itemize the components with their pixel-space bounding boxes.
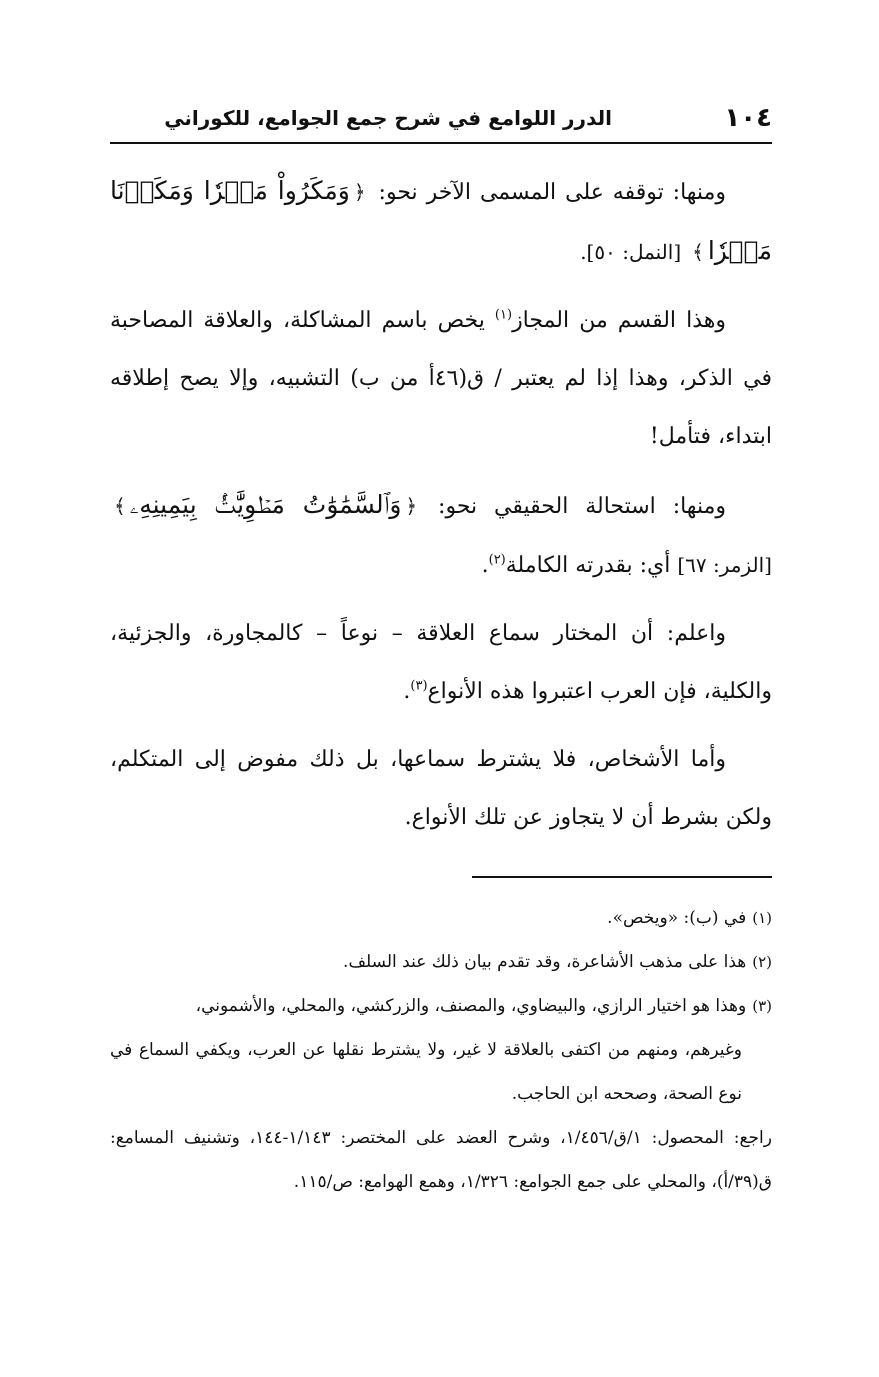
p4-end: .: [403, 679, 411, 704]
paragraph-1: [110, 162, 772, 282]
page-header: [110, 100, 772, 136]
quran-bracket-open: ﴿: [405, 494, 418, 518]
p3-tail: أي: بقدرته الكاملة: [505, 553, 671, 578]
p3-end: .: [481, 553, 489, 578]
footnote-marker-3[interactable]: (٣): [410, 678, 428, 694]
footnote-3: [110, 984, 772, 1028]
p4-part1: واعلم: أن المختار سماع العلاقة – نوعاً – كالمجاورة، والجزئية، والكلية، فإن العرب اعتبروا هذه الأنواع: [110, 621, 772, 704]
paragraph-3: [110, 476, 772, 595]
footnotes: [110, 896, 772, 1204]
quran-bracket-close: ﴾: [692, 240, 704, 264]
footnote-marker-2[interactable]: (٢): [488, 552, 506, 568]
quran-bracket-open: ﴿: [353, 180, 366, 204]
verse-reference-1: [النمل: ٥٠].: [580, 240, 682, 264]
footnote-references: راجع: المحصول: ١/ق/١/٤٥٦، وشرح العضد على المختصر: ١/١٤٣-١٤٤، وتشنيف المسامع: ق(٣٩/أ)، والمحلي على جمع الجوامع: ١/٣٢٦، وهمع الهوامع: ص/١١٥.: [110, 1128, 772, 1192]
p5-text: وأما الأشخاص، فلا يشترط سماعها، بل ذلك مفوض إلى المتكلم، ولكن بشرط أن لا يتجاوز عن تلك الأنواع.: [110, 747, 772, 830]
verse-reference-2: [الزمر: ٦٧]: [677, 553, 772, 577]
footnote-text: وهذا هو اختيار الرازي، والبيضاوي، والمصنف، والزركشي، والمحلي، والأشموني،: [195, 996, 747, 1016]
p2-part2: يخص باسم المشاكلة، والعلاقة المصاحبة في الذكر، وهذا إذا لم يعتبر / ق(٤٦أ من ب) التشبيه، وإلا يصح إطلاقه ابتداء، فتأمل!: [110, 308, 772, 449]
footnote-text: هذا على مذهب الأشاعرة، وقد تقدم بيان ذلك عند السلف.: [343, 952, 747, 972]
footnote-number: (٢): [752, 953, 772, 971]
footnote-rule: [472, 876, 772, 878]
p2-part1: وهذا القسم من المجاز: [512, 308, 726, 333]
footnote-number: (٣): [752, 997, 772, 1015]
paragraph-4: [110, 605, 772, 721]
paragraph-5: [110, 731, 772, 847]
footnote-1: [110, 896, 772, 940]
quran-bracket-close: ﴾: [114, 494, 126, 518]
main-text: [110, 162, 772, 857]
footnote-number: (١): [752, 909, 772, 927]
paragraph-2: [110, 292, 772, 466]
p1-lead: ومنها: توقفه على المسمى الآخر نحو:: [378, 180, 726, 205]
quran-verse-1: وَمَكَرُواْ مَكۡرٗا وَمَكَرۡنَا مَكۡرٗا: [110, 176, 772, 265]
p3-lead: ومنها: استحالة الحقيقي نحو:: [438, 494, 726, 519]
footnote-2: [110, 940, 772, 984]
header-rule: [110, 142, 772, 144]
page-number: ١٠٤: [724, 103, 772, 133]
footnote-3-continuation: وغيرهم، ومنهم من اكتفى بالعلاقة لا غير، ولا يشترط نقلها عن العرب، ويكفي السماع في نوع الصحة، وصححه ابن الحاجب.: [110, 1040, 742, 1104]
footnote-marker-1[interactable]: (١): [494, 307, 513, 323]
footnote-text: في (ب): «ويخص».: [607, 908, 747, 928]
quran-verse-2: وَٱلسَّمَٰوَٰتُ مَطۡوِيَّٰتُۢ بِيَمِينِهِۦ: [129, 490, 402, 519]
running-title: الدرر اللوامع في شرح جمع الجوامع، للكوراني: [164, 106, 612, 130]
